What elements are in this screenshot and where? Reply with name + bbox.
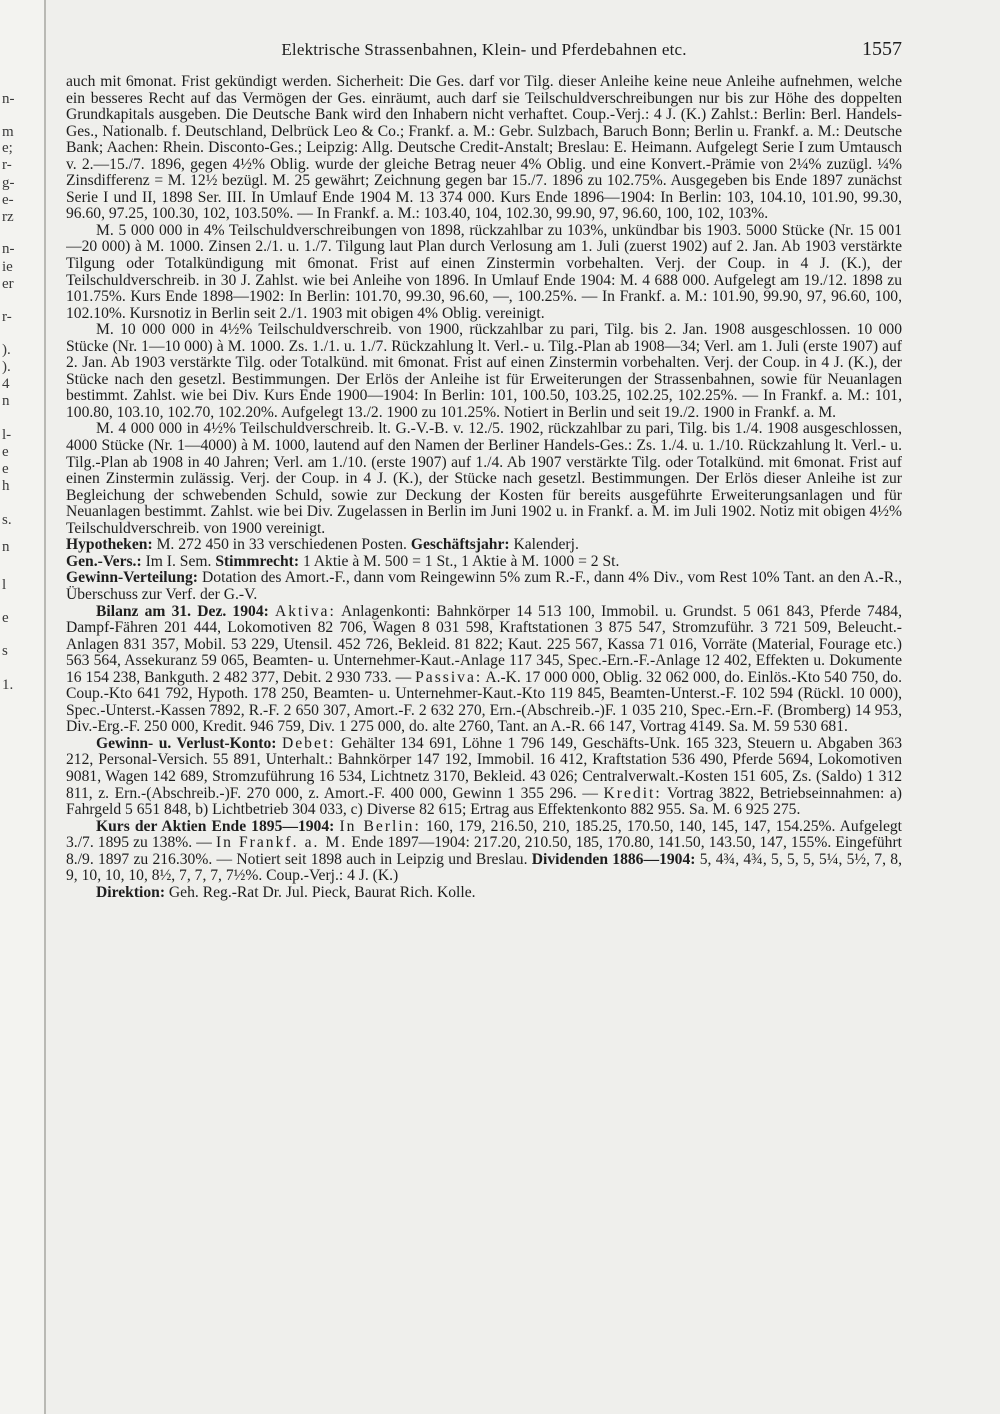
paragraph-anleihe-1902: M. 4 000 000 in 4½% Teilschuldverschreib. lt. G.-V.-B. v. 12./5. 1902, rückzahlbar zu pari, Tilg. bis 1./4. 1908 ausgeschlossen, 4000 Stücke (Nr. 1—4000) à M. 1000, lautend auf den Namen der Berliner Handels-Ges.: Zs. 1./4. u. 1./10. Rückzahlung lt. Verl.- u. Tilg.-Plan ab 1908 in 40 Jahren; Verl. am 1./10. (erste 1907) auf 1./4. Ab 1907 verstärkte Tilg. oder Totalkünd. mit 6monat. Frist auf einen Zinstermin zulässig. Verj. der Coup. in 4 J. (K.), der Stücke nach gesetzl. Bestimmungen. Der Erlös dieser Anleihe ist zur Begleichung der schwebenden Schuld, sowie zur Deckung der Kosten für bereits ausgeführte Erweiterungsanlagen und für Neuanlagen bestimmt. Zahlst. wie bei Div. Zugelassen in Berlin im Juni 1902 u. in Frankf. a. M. im Juli 1902. Notiz mit obigen 4½% Teilschuldverschreib. von 1900 vereinigt. xyxy=(66,420,902,537)
label-kredit: Kredit: xyxy=(603,784,662,802)
margin-fragment: n- xyxy=(2,91,15,107)
section-kurs-aktien xyxy=(66,819,902,885)
label-dividenden: Dividenden 1886—1904: xyxy=(531,850,696,868)
body-text xyxy=(66,74,902,901)
text-gen-vers: Im I. Sem. xyxy=(145,552,212,570)
margin-fragment: s xyxy=(2,643,8,659)
running-title: Elektrische Strassenbahnen, Klein- und Pferdebahnen etc. xyxy=(281,40,687,59)
margin-fragment: r- xyxy=(2,309,12,325)
label-hypotheken: Hypotheken: xyxy=(66,536,153,554)
margin-fragment: n xyxy=(2,393,10,409)
paragraph-anleihe-1900: M. 10 000 000 in 4½% Teilschuldverschreib. von 1900, rückzahlbar zu pari, Tilg. bis 2. Jan. 1908 ausgeschlossen. 10 000 Stücke (Nr. 1—10 000) à M. 1000. Zs. 1./1. u. 1./7. Rückzahlung lt. Verl.- u. Tilg.-Plan ab 1908—34; Verl. am 1. Juli (erste 1907) auf 2. Jan. Ab 1903 verstärkte Tilg. oder Totalkünd. mit 6monat. Frist auf einen Zinstermin vorbehalten. Verj. der Coup. in 4 J. (K.), der Stücke nach den gesetzl. Bestimmungen. Der Erlös der Anleihe ist für Erweiterungen der Strassenbahnen, sowie für Neuanlagen bestimmt. Zahlst. wie bei Div. Kurs Ende 1900—1904: In Berlin: 101, 100.50, 103.25, 102.25, 102.25%. — In Frankf. a. M.: 101, 100.80, 103.10, 102.70, 102.20%. Aufgelegt 13./2. 1900 zu 101.25%. Notiert in Berlin und seit 19./2. 1900 in Frankf. a. M. xyxy=(66,321,902,421)
label-kurs-frankfurt: In Frankf. a. M. xyxy=(215,834,348,852)
section-hypotheken xyxy=(66,537,902,554)
margin-fragment: n- xyxy=(2,241,15,257)
section-gewinn-verteilung xyxy=(66,570,902,603)
label-kurs-berlin: In Berlin: xyxy=(339,817,421,835)
margin-fragment: l xyxy=(2,577,7,593)
section-bilanz xyxy=(66,604,902,736)
margin-fragment: n xyxy=(2,539,10,555)
text-hypotheken: M. 272 450 in 33 verschiedenen Posten. xyxy=(156,536,407,554)
margin-fragment: e xyxy=(2,461,9,477)
margin-fragment: 1. xyxy=(2,677,14,693)
text-gewinn-verteilung: Dotation des Amort.-F., dann vom Reingewinn 5% zum R.-F., dann 4% Div., vom Rest 10% Tant. an den A.-R., Überschuss zur Verf. der G.-V. xyxy=(66,569,902,603)
margin-fragment: r- xyxy=(2,157,12,173)
margin-fragment: e; xyxy=(2,140,13,156)
text-dividenden: 5, 4¾, 4¾, 5, 5, 5, 5¼, 5½, 7, 8, 9, 10, 10, 10, 8½, 7, 7, 7, 7½%. Coup.-Verj.: 4 J. (K.) xyxy=(66,850,902,885)
margin-fragment: m xyxy=(2,124,14,140)
margin-fragment: h xyxy=(2,478,10,494)
margin-fragment: s. xyxy=(2,512,12,528)
label-passiva: Passiva: xyxy=(415,668,483,686)
label-kurs-aktien: Kurs der Aktien Ende 1895—1904: xyxy=(96,817,335,835)
paragraph-anleihe-1898: M. 5 000 000 in 4% Teilschuldverschreibungen von 1898, rückzahlbar zu 103%, unkündbar bis 1903. 5000 Stücke (Nr. 15 001—20 000) à M. 1000. Zinsen 2./1. u. 1./7. Tilgung laut Plan durch Verlosung am 1. Juli (zuerst 1902) auf 2. Jan. Ab 1903 verstärkte Tilgung oder Totalkündigung mit 6monat. Frist auf einen Zinstermin vorbehalten. Verj. der Coup. in 4 J. (K.), der Teilschuldverschreib. in 30 J. Zahlst. wie bei Anleihe von 1896. In Umlauf Ende 1904: M. 4 688 000. Aufgelegt am 19./12. 1898 zu 101.75%. Kurs Ende 1898—1902: In Berlin: 101.70, 99.30, 96.60, —, 100.25%. — In Frankf. a. M.: 101.90, 99.90, 97, 96.60, 100, 102.10%. Kursnotiz in Berlin seit 2./1. 1903 mit obigen 4% Oblig. vereinigt. xyxy=(66,221,902,322)
section-direktion xyxy=(66,885,902,902)
margin-fragment: e xyxy=(2,444,9,460)
adjacent-page-margin xyxy=(0,0,46,1414)
label-geschaeftsjahr: Geschäftsjahr: xyxy=(410,536,510,554)
margin-fragment: l- xyxy=(2,427,12,443)
text-passiva: A.-K. 17 000 000, Oblig. 32 062 000, do. Einlös.-Kto 540 750, do. Coup.-Kto 641 792, Hypoth. 178 250, Beamten- u. Unternehmer-Kaut.-Kto 119 845, Beamten-Unterst.-F. 102 594 (Rückl. 10 000), Spec.-Unterst.-Kassen 7892, R.-F. 2 650 307, Amort.-F. 2 632 270, Ern.-(Abschreib.-)F. 1 035 210, Spec.-Ern.-F. (Bromberg) 14 953, Div.-Erg.-F. 250 000, Kredit. 946 759, Div. 1 275 000, do. alte 2760, Tant. an A.-R. 66 147, Vortrag 4149. Sa. M. 59 530 681. xyxy=(66,668,902,736)
text-kurs-frankfurt: Ende 1897—1904: 217.20, 210.50, 185, 170.80, 141.50, 143.50, 147, 155%. Eingeführt 8./9. 1897 zu 216.30%. — Notiert seit 1898 auch in Leipzig und Breslau. xyxy=(66,834,902,868)
label-gewinn-verlust: Gewinn- u. Verlust-Konto: xyxy=(96,734,277,752)
text-stimmrecht: 1 Aktie à M. 500 = 1 St., 1 Aktie à M. 1000 = 2 St. xyxy=(302,552,620,570)
margin-fragment: rz xyxy=(2,209,14,225)
paragraph-anleihe-1896: auch mit 6monat. Frist gekündigt werden. Sicherheit: Die Ges. darf vor Tilg. dieser Anleihe keine neue Anleihe aufnehmen, welche ein besseres Recht auf das Vermögen der Ges. einräumt, auch darf sie Teilschuldverschreibungen nur bis zur Höhe des doppelten Grundkapitals ausgeben. Die Deutsche Bank wird den Inhabern nicht verhaftet. Coup.-Verj.: 4 J. (K.) Zahlst.: Berlin: Berl. Handels-Ges., Nationalb. f. Deutschland, Delbrück Leo & Co.; Frankf. a. M.: Gebr. Sulzbach, Baruch Bonn; Berlin u. Frankf. a. M.: Deutsche Bank; Aachen: Rhein. Disconto-Ges.; Leipzig: Allg. Deutsche Credit-Anstalt; Breslau: E. Heimann. Aufgelegt Serie I zum Umtausch v. 2.—15./7. 1896, gegen 4½% Oblig. wurde der gleiche Betrag neuer 4% Oblig. und eine Konvert.-Prämie von 2¼% zuzügl. ¼% Zinsdifferenz = M. 12½ bezügl. M. 25 gewährt; Zeichnung gegen bar 15./7. 1896 zu 102.75%. Ausgegeben bis Ende 1897 zunächst Serie I und II, 1898 Ser. III. In Umlauf Ende 1904 M. 13 374 000. Kurs Ende 1896—1904: In Berlin: 103, 104.10, 101.90, 99.30, 96.60, 97.25, 100.30, 102, 103.50%. — In Frankf. a. M.: 103.40, 104, 102.30, 99.90, 97, 96.60, 100, 102, 103%. xyxy=(66,73,902,223)
label-debet: Debet: xyxy=(282,734,336,752)
text-geschaeftsjahr: Kalenderj. xyxy=(513,536,579,554)
text-direktion: Geh. Reg.-Rat Dr. Jul. Pieck, Baurat Rich. Kolle. xyxy=(168,883,476,901)
margin-fragment: ie xyxy=(2,259,13,275)
margin-fragment: 4 xyxy=(2,376,10,392)
margin-fragment: e- xyxy=(2,192,14,208)
page-number: 1557 xyxy=(862,40,902,60)
section-gewinn-verlust xyxy=(66,736,902,819)
document-page xyxy=(66,40,902,1400)
margin-fragment: g- xyxy=(2,175,15,191)
text-kurs-berlin: 160, 179, 216.50, 210, 185.25, 170.50, 140, 145, 147, 154.25%. Aufgelegt 3./7. 1895 zu 138%. — xyxy=(66,817,902,852)
label-gen-vers: Gen.-Vers.: xyxy=(66,552,142,570)
label-bilanz: Bilanz am 31. Dez. 1904: xyxy=(96,602,269,620)
text-debet: Gehälter 134 691, Löhne 1 796 149, Geschäfts-Unk. 165 323, Steuern u. Abgaben 363 212, Personal-Versich. 55 891, Unterhalt.: Bahnkörper 147 192, Immobil. 16 412, Kraftstation 536 490, Pferde 5694, Lokomotiven 9081, Wagen 142 689, Stromzuführung 16 534, Lichtnetz 3170, Bekleid. 43 026; Centralverwalt.-Kosten 151 605, Zs. (Saldo) 1 312 811, z. Ern.-(Abschreib.-)F. 270 000, z. Amort.-F. 400 000, Gewinn 1 355 296. — xyxy=(66,734,902,802)
label-gewinn-verteilung: Gewinn-Verteilung: xyxy=(66,569,198,587)
label-aktiva: Aktiva: xyxy=(275,602,336,620)
margin-fragment: ). xyxy=(2,342,11,358)
margin-fragment: ). xyxy=(2,359,11,375)
label-stimmrecht: Stimmrecht: xyxy=(215,552,300,570)
text-kredit: Vortrag 3822, Betriebseinnahmen: a) Fahrgeld 5 651 848, b) Lichtbetrieb 304 033, c) Diverse 82 615; Ertrag aus Effektenkonto 882 955. Sa. M. 6 925 275. xyxy=(66,784,902,819)
text-aktiva: Anlagenkonti: Bahnkörper 14 513 100, Immobil. u. Grundst. 5 061 843, Pferde 7484, Dampf-Fähren 201 444, Lokomotiven 82 706, Wagen 8 031 598, Kraftstationen 3 875 547, Stromzuführ. 3 721 509, Beleucht.-Anlagen 831 357, Mobil. 53 229, Utensil. 452 726, Bekleid. 81 822; Kaut. 225 567, Kassa 71 016, Vorräte (Material, Fourage etc.) 563 564, Assekuranz 59 065, Beamten- u. Unternehmer-Kaut.-Anlage 117 345, Spec.-Ern.-F.-Anlage 12 402, Effekten u. Dokumente 16 154 238, Bankguth. 2 482 377, Debit. 2 930 733. — xyxy=(66,602,902,686)
margin-fragment: e xyxy=(2,610,9,626)
section-gen-vers xyxy=(66,554,902,571)
page-header xyxy=(66,40,902,74)
margin-fragment: er xyxy=(2,276,14,292)
label-direktion: Direktion: xyxy=(96,883,166,901)
